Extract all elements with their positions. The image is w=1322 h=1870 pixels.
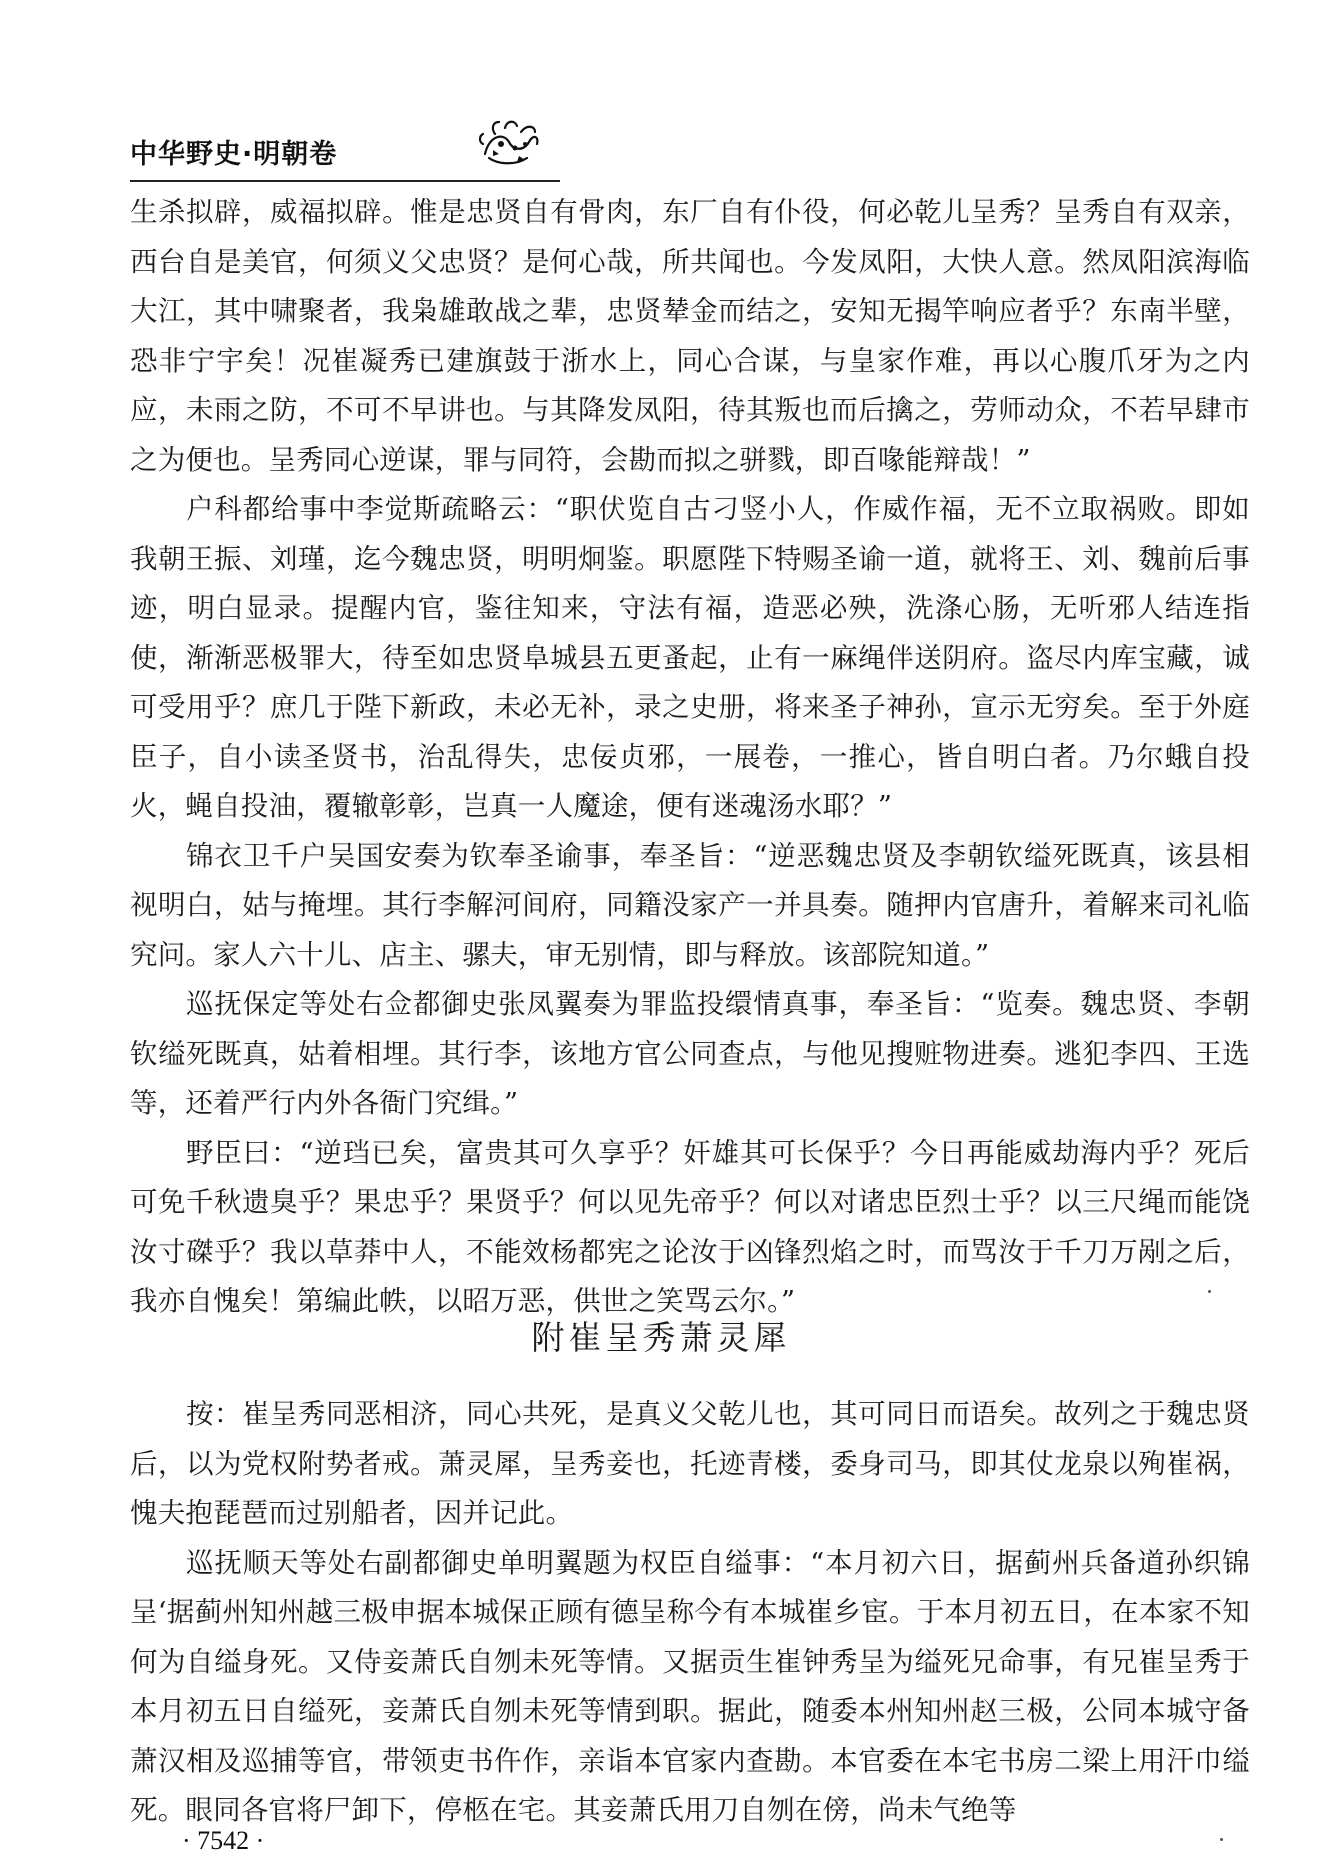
scan-speck — [1220, 1838, 1223, 1841]
paragraph: 巡抚保定等处右佥都御史张凤翼奏为罪监投缳情真事，奉圣旨：“览奏。魏忠贤、李朝钦缢死既真，姑着相埋。其行李，该地方官公同查点，与他见搜赃物进奏。逃犯李四、王选等，还着严行内外各衙门究缉。” — [130, 988, 1250, 1119]
paragraph: 按：崔呈秀同恶相济，同心共死，是真义父乾儿也，其可同日而语矣。故列之于魏忠贤后，以为党权附势者戒。萧灵犀，呈秀妾也，托迹青楼，委身司马，即其仗龙泉以殉崔祸，愧夫抱琵琶而过别船者，因并记此。 — [130, 1398, 1250, 1529]
scan-speck — [1208, 1290, 1211, 1293]
body-text-part1 — [130, 188, 1250, 1327]
paragraph: 巡抚顺天等处右副都御史单明翼题为权臣自缢事：“本月初六日，据蓟州兵备道孙织锦呈‘据蓟州知州越三极申据本城保正顾有德呈称今有本城崔乡宦。于本月初五日，在本家不知何为自缢身死。又侍妾萧氏自刎未死等情。又据贡生崔钟秀呈为缢死兄命事，有兄崔呈秀于本月初五日自缢死，妾萧氏自刎未死等情到职。据此，随委本州知州赵三极，公同本城守备萧汉相及巡捕等官，带领吏书仵作，亲诣本官家内查勘。本官委在本宅书房二梁上用汗巾缢死。眼同各官将尸卸下，停柩在宅。其妾萧氏用刀自刎在傍，尚未气绝等 — [130, 1546, 1250, 1826]
paragraph: 锦衣卫千户吴国安奏为钦奉圣谕事，奉圣旨：“逆恶魏忠贤及李朝钦缢死既真，该县相视明白，姑与掩埋。其行李解河间府，同籍没家产一并具奏。随押内官唐升，着解来司礼临究问。家人六十儿、店主、骡夫，审无别情，即与释放。该部院知道。” — [130, 839, 1250, 971]
paragraph: 户科都给事中李觉斯疏略云：“职伏览自古刁竖小人，作威作福，无不立取祸败。即如我朝王振、刘瑾，迄今魏忠贤，明明炯鉴。职愿陛下特赐圣谕一道，就将王、刘、魏前后事迹，明白显录。提醒内官，鉴往知来，守法有福，造恶必殃，洗涤心肠，无听邪人结连指使，渐渐恶极罪大，待至如忠贤阜城县五更蚤起，止有一麻绳伴送阴府。盗尽内库宝藏，诚可受用乎？庶几于陛下新政，未必无补，录之史册，将来圣子神孙，宣示无穷矣。至于外庭臣子，自小读圣贤书，治乱得失，忠佞贞邪，一展卷，一推心，皆自明白者。乃尔蛾自投火，蝇自投油，覆辙彰彰，岂真一人魔途，便有迷魂汤水耶？” — [130, 493, 1250, 822]
page-number: · 7542 · — [182, 1826, 265, 1855]
paragraph: 生杀拟辟，威福拟辟。惟是忠贤自有骨肉，东厂自有仆役，何必乾儿呈秀？呈秀自有双亲，西台自是美官，何须义父忠贤？是何心哉，所共闻也。今发凤阳，大快人意。然凤阳滨海临大江，其中啸聚者，我枭雄敢战之辈，忠贤辇金而结之，安知无揭竿响应者乎？东南半壁，恐非宁宇矣！况崔凝秀已建旗鼓于浙水上，同心合谋，与皇家作难，再以心腹爪牙为之内应，未雨之防，不可不早讲也。与其降发凤阳，待其叛也而后擒之，劳师动众，不若早肆市之为便也。呈秀同心逆谋，罪与同符，会勘而拟之骈戮，即百喙能辩哉！” — [130, 196, 1250, 476]
dragon-emblem-icon — [475, 114, 545, 170]
section-heading: 附崔呈秀萧灵犀 — [531, 1318, 791, 1357]
paragraph: 野臣曰：“逆珰已矣，富贵其可久享乎？奸雄其可长保乎？今日再能威劫海内乎？死后可免千秋遗臭乎？果忠乎？果贤乎？何以见先帝乎？何以对诸忠臣烈士乎？以三尺绳而能饶汝寸磔乎？我以草莽中人，不能效杨都宪之论汝于凶锋烈焰之时，而骂汝于千刀万剐之后，我亦自愧矣！第编此帙，以昭万恶，供世之笑骂云尔。” — [130, 1136, 1250, 1317]
body-text-part2 — [130, 1390, 1250, 1836]
running-header — [130, 110, 1230, 174]
running-title: 中华野史·明朝卷 — [130, 139, 338, 170]
header-divider — [130, 180, 560, 182]
